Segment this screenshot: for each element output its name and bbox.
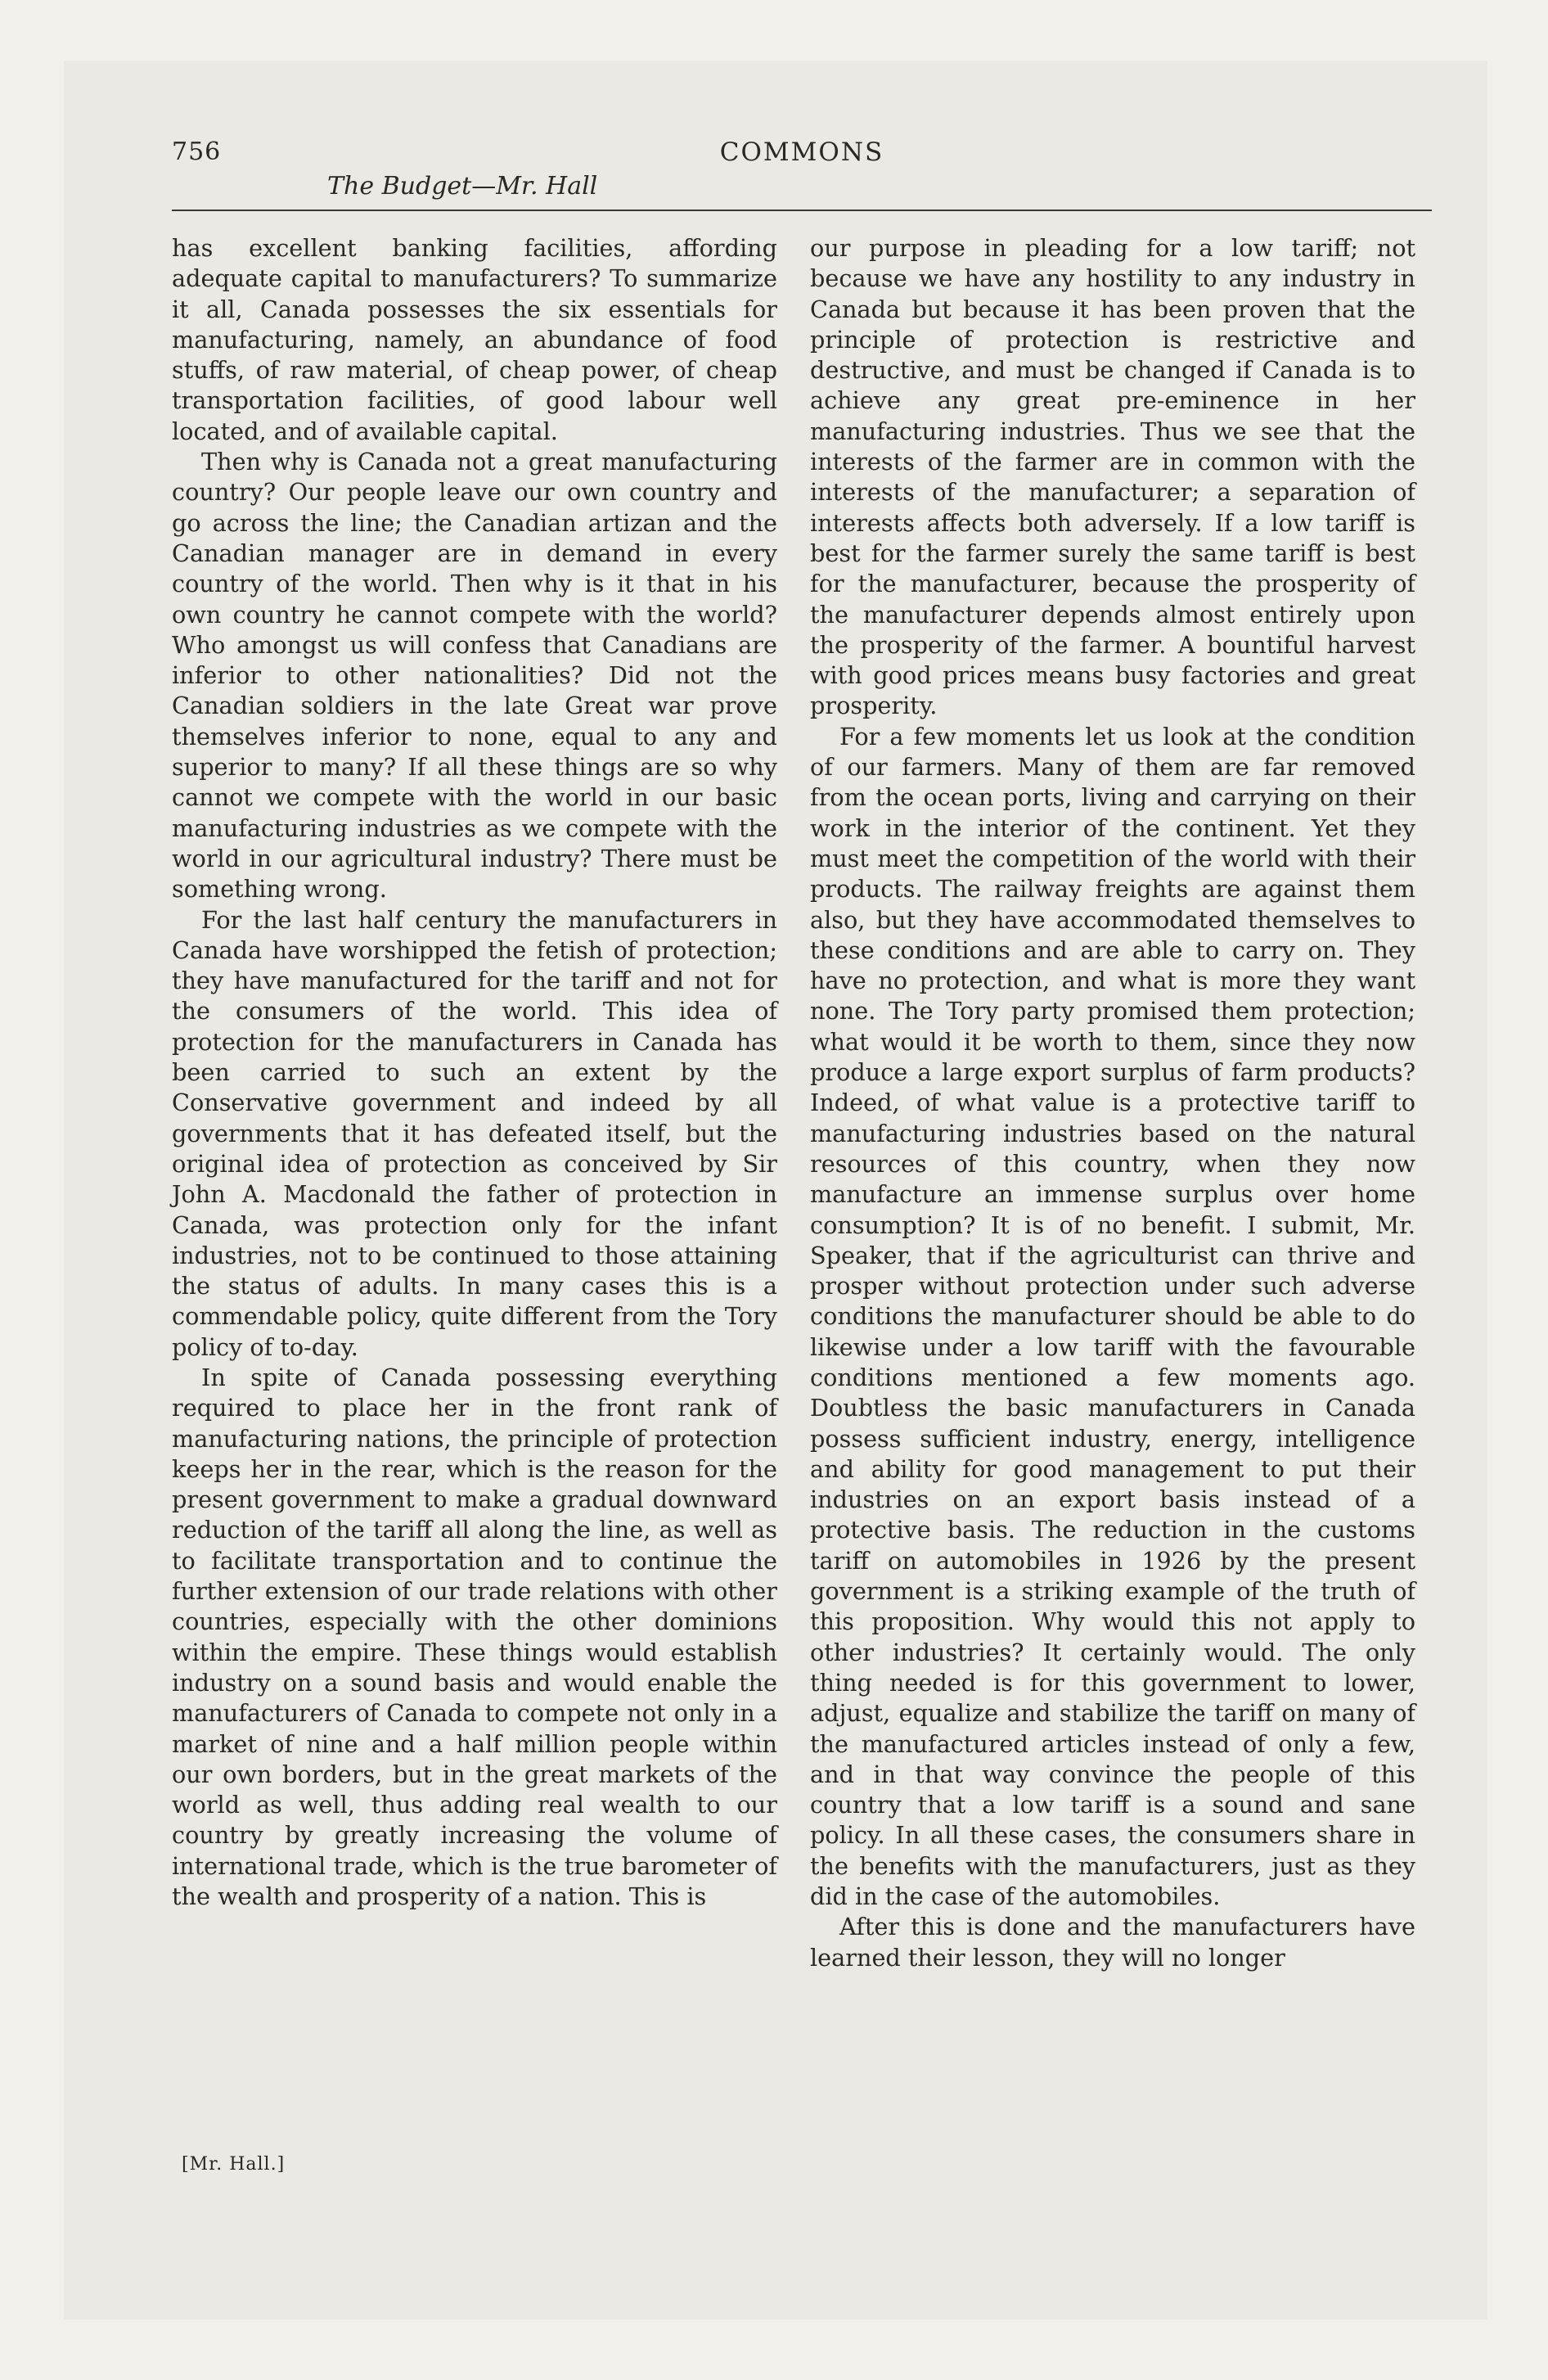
- page-number: 756: [172, 137, 222, 166]
- paragraph: After this is done and the manufacturers have learned their lesson, they will no longer: [810, 1913, 1415, 1972]
- right-column: [810, 233, 1415, 1973]
- page-subtitle: The Budget—Mr. Hall: [327, 172, 598, 201]
- paragraph: has excellent banking facilities, affording adequate capital to manufacturers? To summarize it all, Canada possesses the six essentials for manufacturing, namely, an abundance of food stuffs, of raw material, of cheap power, of cheap transportation facilities, of good labour well located, and of available capital.: [172, 234, 777, 445]
- header-rule: [172, 210, 1432, 211]
- page-header: [172, 137, 1432, 219]
- paragraph: For a few moments let us look at the condition of our farmers. Many of them are far removed from the ocean ports, living and carrying on their work in the interior of the continent. Yet they must meet the competition of the world with their products. The railway freights are against them also, but they have accommodated themselves to these conditions and are able to carry on. They have no protection, and what is more they want none. The Tory party promised them protection; what would it be worth to them, since they now produce a large export surplus of farm products? Indeed, of what value is a protective tariff to manufacturing industries based on the natural resources of this country, when they now manufacture an immense surplus over home consumption? It is of no benefit. I submit, Mr. Speaker, that if the agriculturist can thrive and prosper without protection under such adverse conditions the manufacturer should be able to do likewise under a low tariff with the favourable conditions mentioned a few moments ago. Doubtless the basic manufacturers in Canada possess sufficient industry, energy, intelligence and ability for good management to put their industries on an export basis instead of a protective basis. The reduction in the customs tariff on automobiles in 1926 by the present government is a striking example of the truth of this proposition. Why would this not apply to other industries? It certainly would. The only thing needed is for this government to lower, adjust, equalize and stabilize the tariff on many of the manufactured articles instead of only a few, and in that way convince the people of this country that a low tariff is a sound and sane policy. In all these cases, the consumers share in the benefits with the manufacturers, just as they did in the case of the automobiles.: [810, 722, 1415, 1911]
- speaker-tag: [Mr. Hall.]: [182, 2154, 286, 2175]
- paragraph: our purpose in pleading for a low tariff; not because we have any hostility to any industry in Canada but because it has been proven that the principle of protection is restrictive and destructive, and must be changed if Canada is to achieve any great pre-eminence in her manufacturing industries. Thus we see that the interests of the farmer are in common with the interests of the manufacturer; a separation of interests affects both adversely. If a low tariff is best for the farmer surely the same tariff is best for the manufacturer, because the prosperity of the manufacturer depends almost entirely upon the prosperity of the farmer. A bountiful harvest with good prices means busy factories and great prosperity.: [810, 234, 1415, 720]
- paragraph: In spite of Canada possessing everything required to place her in the front rank of manufacturing nations, the principle of protection keeps her in the rear, which is the reason for the present government to make a gradual downward reduction of the tariff all along the line, as well as to facilitate transportation and to continue the further extension of our trade relations with other countries, especially with the other dominions within the empire. These things would establish industry on a sound basis and would enable the manufacturers of Canada to compete not only in a market of nine and a half million people within our own borders, but in the great markets of the world as well, thus adding real wealth to our country by greatly increasing the volume of international trade, which is the true barometer of the wealth and prosperity of a nation. This is: [172, 1363, 777, 1911]
- paragraph: Then why is Canada not a great manufacturing country? Our people leave our own country and go across the line; the Canadian artizan and the Canadian manager are in demand in every country of the world. Then why is it that in his own country he cannot compete with the world? Who amongst us will confess that Canadians are inferior to other nationalities? Did not the Canadian soldiers in the late Great war prove themselves inferior to none, equal to any and superior to many? If all these things are so why cannot we compete with the world in our basic manufacturing industries as we compete with the world in our agricultural industry? There must be something wrong.: [172, 448, 777, 904]
- left-column: [172, 233, 777, 1912]
- running-title: COMMONS: [719, 137, 884, 167]
- paragraph: For the last half century the manufacturers in Canada have worshipped the fetish of protection; they have manufactured for the tariff and not for the consumers of the world. This idea of protection for the manufacturers in Canada has been carried to such an extent by the Conservative government and indeed by all governments that it has defeated itself, but the original idea of protection as conceived by Sir John A. Macdonald the father of protection in Canada, was protection only for the infant industries, not to be continued to those attaining the status of adults. In many cases this is a commendable policy, quite different from the Tory policy of to-day.: [172, 905, 777, 1361]
